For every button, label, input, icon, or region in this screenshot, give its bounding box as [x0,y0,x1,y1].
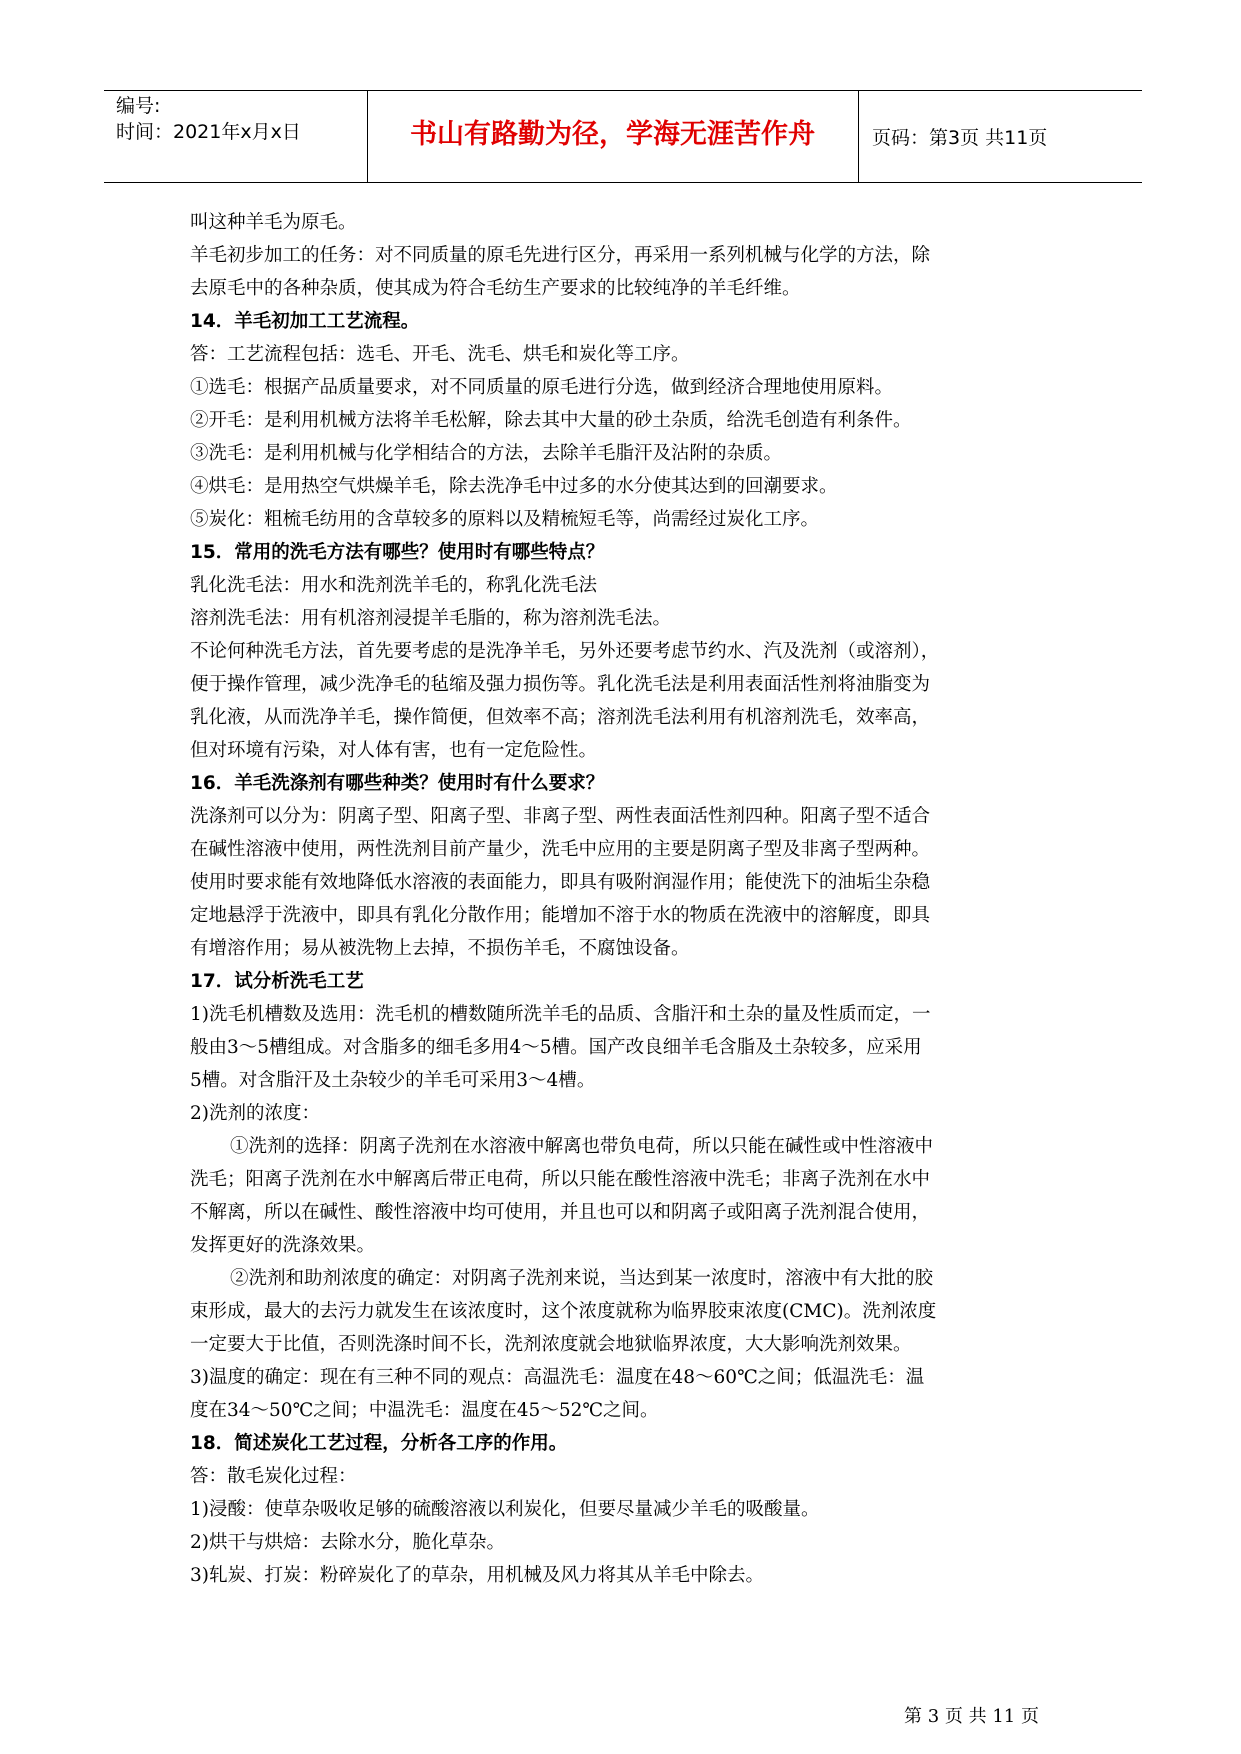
text-line: 溶剂洗毛法：用有机溶剂浸提羊毛脂的，称为溶剂洗毛法。 [190,608,672,629]
text-line: 答：工艺流程包括：选毛、开毛、洗毛、烘毛和炭化等工序。 [190,344,690,365]
text-line: ⑤炭化：粗梳毛纺用的含草较多的原料以及精梳短毛等，尚需经过炭化工序。 [190,509,820,530]
text-line: 3)轧炭、打炭：粉碎炭化了的草杂，用机械及风力将其从羊毛中除去。 [190,1565,764,1586]
section-heading: 14．羊毛初加工工艺流程。 [190,311,420,332]
text-line: 在碱性溶液中使用，两性洗剂目前产量少，洗毛中应用的主要是阴离子型及非离子型两种。 [190,839,931,860]
text-line: 有增溶作用；易从被洗物上去掉，不损伤羊毛，不腐蚀设备。 [190,938,690,959]
header-slogan: 书山有路勤为径，学海无涯苦作舟 [410,119,815,150]
text-line: ②洗剂和助剂浓度的确定：对阴离子洗剂来说，当达到某一浓度时，溶液中有大批的胶 [230,1268,934,1289]
header-bottom-rule [104,182,1142,183]
text-line: 2)洗剂的浓度： [190,1103,320,1124]
text-line: 使用时要求能有效地降低水溶液的表面能力，即具有吸附润湿作用；能使洗下的油垢尘杂稳 [190,872,931,893]
section-heading: 18．简述炭化工艺过程，分析各工序的作用。 [190,1433,568,1454]
text-line: 3)温度的确定：现在有三种不同的观点：高温洗毛：温度在48～60℃之间；低温洗毛：温 [190,1367,925,1388]
header-divider-right [858,90,859,182]
text-line: 去原毛中的各种杂质，使其成为符合毛纺生产要求的比较纯净的羊毛纤维。 [190,278,801,299]
text-line: 5槽。对含脂汗及土杂较少的羊毛可采用3～4槽。 [190,1070,596,1091]
section-heading: 16．羊毛洗涤剂有哪些种类？使用时有什么要求？ [190,773,605,794]
text-line: 1)浸酸：使草杂吸收足够的硫酸溶液以利炭化，但要尽量减少羊毛的吸酸量。 [190,1499,820,1520]
text-line: 定地悬浮于洗液中，即具有乳化分散作用；能增加不溶于水的物质在洗液中的溶解度，即具 [190,905,931,926]
text-line: 羊毛初步加工的任务：对不同质量的原毛先进行区分，再采用一系列机械与化学的方法，除 [190,245,931,266]
text-line: 不论何种洗毛方法，首先要考虑的是洗净羊毛，另外还要考虑节约水、汽及洗剂（或溶剂）， [190,641,940,662]
text-line: ①洗剂的选择：阴离子洗剂在水溶液中解离也带负电荷，所以只能在碱性或中性溶液中 [230,1136,934,1157]
text-line: 洗涤剂可以分为：阴离子型、阳离子型、非离子型、两性表面活性剂四种。阳离子型不适合 [190,806,931,827]
text-line: 乳化洗毛法：用水和洗剂洗羊毛的，称乳化洗毛法 [190,575,598,596]
text-line: ②开毛：是利用机械方法将羊毛松解，除去其中大量的砂土杂质，给洗毛创造有利条件。 [190,410,912,431]
text-line: ①选毛：根据产品质量要求，对不同质量的原毛进行分选，做到经济合理地使用原料。 [190,377,894,398]
header-time-label: 时间：2021年x月x日 [116,121,301,143]
text-line: 发挥更好的洗涤效果。 [190,1235,376,1256]
header-top-rule [104,90,1142,91]
section-heading: 15．常用的洗毛方法有哪些？使用时有哪些特点？ [190,542,605,563]
text-line: 度在34～50℃之间；中温洗毛：温度在45～52℃之间。 [190,1400,659,1421]
text-line: 2)烘干与烘焙：去除水分，脆化草杂。 [190,1532,505,1553]
header-page-label: 页码：第3页 共11页 [872,127,1048,149]
text-line: 但对环境有污染，对人体有害，也有一定危险性。 [190,740,598,761]
section-heading: 17．试分析洗毛工艺 [190,971,364,992]
text-line: 1)洗毛机槽数及选用：洗毛机的槽数随所洗羊毛的品质、含脂汗和土杂的量及性质而定，一 [190,1004,931,1025]
text-line: 叫这种羊毛为原毛。 [190,212,357,233]
text-line: 不解离，所以在碱性、酸性溶液中均可使用，并且也可以和阴离子或阳离子洗剂混合使用， [190,1202,931,1223]
text-line: 般由3～5槽组成。对含脂多的细毛多用4～5槽。国产改良细羊毛含脂及土杂较多，应采用 [190,1037,922,1058]
text-line: 洗毛；阳离子洗剂在水中解离后带正电荷，所以只能在酸性溶液中洗毛；非离子洗剂在水中 [190,1169,931,1190]
text-line: ③洗毛：是利用机械与化学相结合的方法，去除羊毛脂汗及沾附的杂质。 [190,443,783,464]
text-line: 便于操作管理，减少洗净毛的毡缩及强力损伤等。乳化洗毛法是利用表面活性剂将油脂变为 [190,674,931,695]
document-body [190,206,1060,1592]
footer-page-number: 第 3 页 共 11 页 [904,1706,1039,1727]
text-line: 答：散毛炭化过程： [190,1466,357,1487]
header-number-label: 编号: [116,95,161,117]
text-line: ④烘毛：是用热空气烘燥羊毛，除去洗净毛中过多的水分使其达到的回潮要求。 [190,476,838,497]
text-line: 束形成，最大的去污力就发生在该浓度时，这个浓度就称为临界胶束浓度(CMC)。洗剂浓度 [190,1301,937,1322]
text-line: 一定要大于比值，否则洗涤时间不长，洗剂浓度就会地狱临界浓度，大大影响洗剂效果。 [190,1334,912,1355]
text-line: 乳化液，从而洗净羊毛，操作简便，但效率不高；溶剂洗毛法利用有机溶剂洗毛，效率高， [190,707,931,728]
